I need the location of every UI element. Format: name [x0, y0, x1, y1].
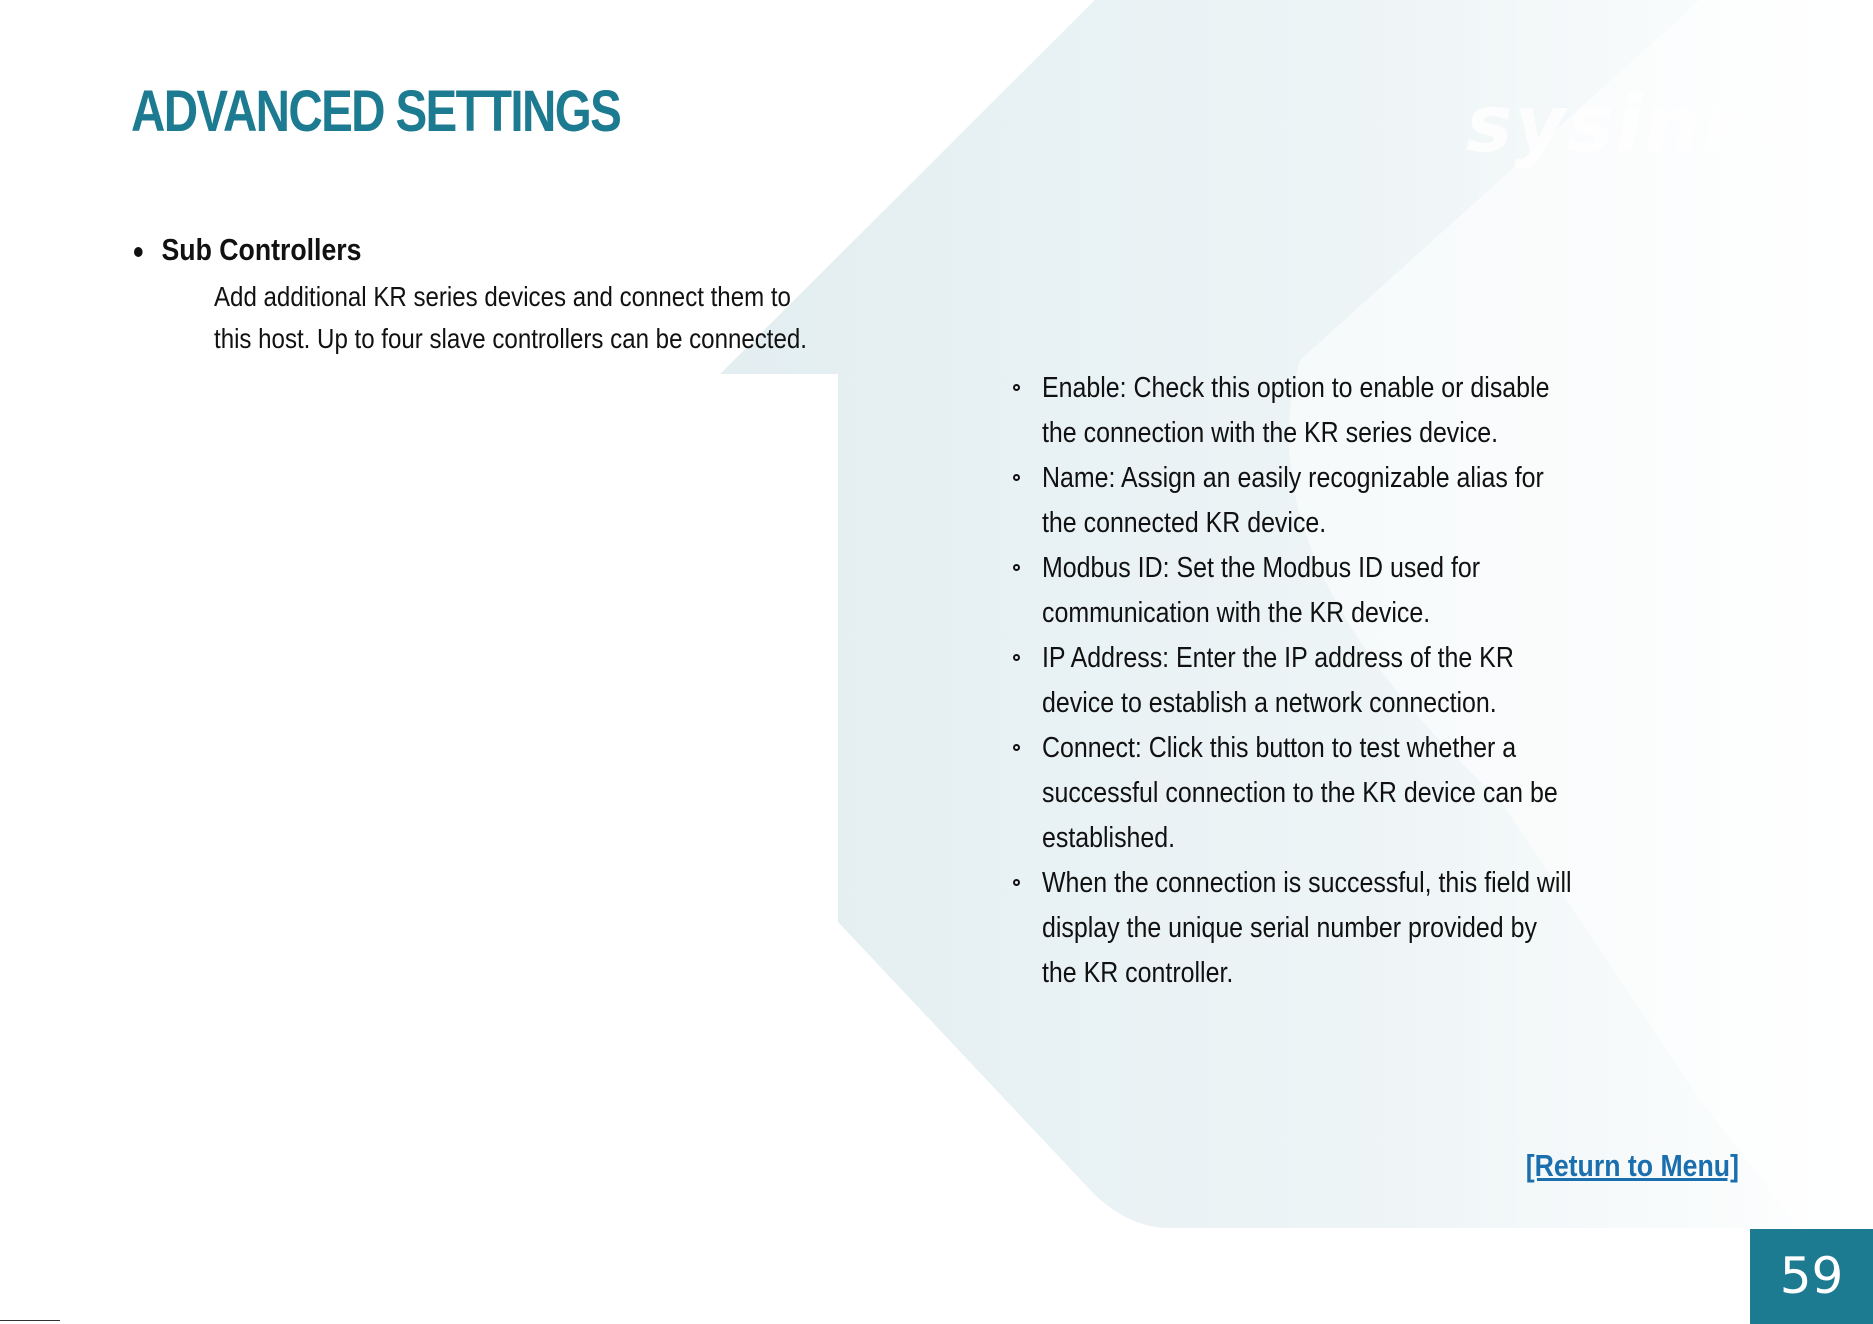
list-item-modbus-id: [1010, 546, 1662, 636]
brand-logo-watermark: sysinno: [1466, 80, 1816, 170]
list-item-enable: [1010, 366, 1662, 456]
page-title: ADVANCED SETTINGS: [131, 79, 621, 144]
bullet-icon: [134, 247, 143, 257]
list-item-ip-address: [1010, 636, 1662, 726]
circle-bullet-icon: [1013, 384, 1020, 391]
list-item-text: Name: Assign an easily recognizable alias for the connected KR device.: [1042, 462, 1544, 539]
circle-bullet-icon: [1013, 654, 1020, 661]
circle-bullet-icon: [1013, 744, 1020, 751]
section-heading-text: Sub Controllers: [161, 232, 362, 267]
sub-controllers-section: [134, 232, 934, 360]
list-item-text: IP Address: Enter the IP address of the KR device to establish a network connection.: [1042, 642, 1514, 719]
circle-bullet-icon: [1013, 474, 1020, 481]
list-item-text: Connect: Click this button to test whether a successful connection to the KR device can be established.: [1042, 732, 1558, 854]
circle-bullet-icon: [1013, 564, 1020, 571]
list-item-text: When the connection is successful, this field will display the unique serial number provided by the KR controller.: [1042, 867, 1572, 989]
return-to-menu-link[interactable]: [Return to Menu]: [1525, 1148, 1739, 1183]
list-item-serial-number: [1010, 861, 1662, 996]
circle-bullet-icon: [1013, 879, 1020, 886]
list-item-name: [1010, 456, 1662, 546]
list-item-text: Enable: Check this option to enable or disable the connection with the KR series device.: [1042, 372, 1550, 449]
list-item-connect: [1010, 726, 1662, 861]
page-number-badge: 59: [1750, 1229, 1873, 1324]
settings-list: [1010, 366, 1680, 996]
footnote-divider: [0, 1320, 60, 1321]
section-description: Add additional KR series devices and connect them to this host. Up to four slave controllers can be connected.: [214, 281, 807, 354]
list-item-text: Modbus ID: Set the Modbus ID used for communication with the KR device.: [1042, 552, 1481, 629]
section-heading: [134, 232, 822, 268]
